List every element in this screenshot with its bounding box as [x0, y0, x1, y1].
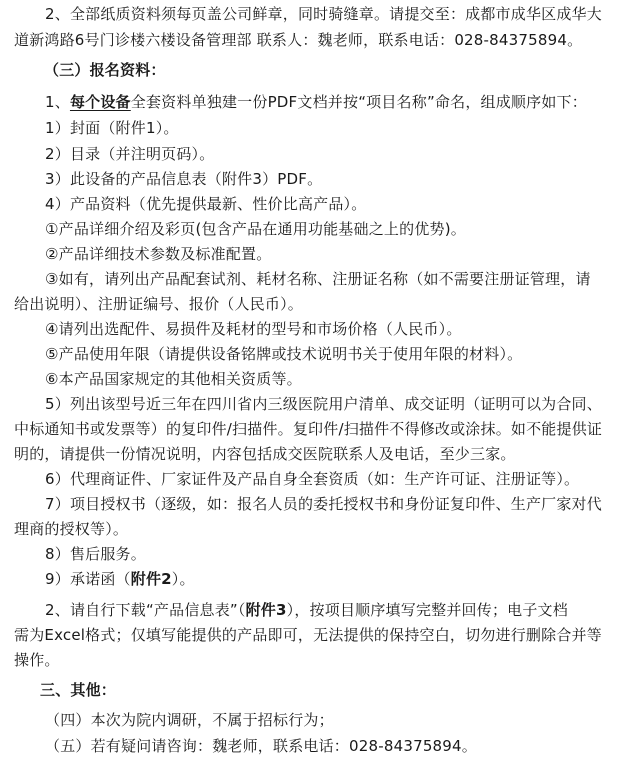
- list-subitem: ④请列出选配件、易损件及耗材的型号和市场价格（人民币）。: [45, 320, 462, 338]
- item-text: 2、请自行下载“产品信息表”（: [45, 601, 246, 619]
- list-item: 3）此设备的产品信息表（附件3）PDF。: [45, 170, 323, 188]
- submission-address-line-2: 道新鸿路6号门诊楼六楼设备管理部 联系人：魏老师，联系电话：028-84375894。: [14, 31, 583, 49]
- list-subitem-continued: 给出说明）、注册证编号、报价（人民币）。: [14, 295, 304, 313]
- list-subitem: ③如有，请列出产品配套试剂、耗材名称、注册证名称（如不需要注册证管理，请: [45, 270, 591, 288]
- other-item: （四）本次为院内调研，不属于招标行为；: [45, 711, 334, 729]
- list-item-continued: 理商的授权等）。: [14, 520, 129, 538]
- registration-item-2: [45, 600, 568, 622]
- item-number: 1、: [45, 93, 70, 111]
- list-subitem: ⑤产品使用年限（请提供设备铭牌或技术说明书关于使用年限的材料）。: [45, 345, 523, 363]
- list-item: 1）封面（附件1）。: [45, 119, 179, 137]
- registration-item-2-continued: 操作。: [14, 651, 60, 669]
- emphasis-each-device: 每个设备: [69, 93, 131, 111]
- item-text: ）。: [171, 570, 195, 588]
- item-text: 全套资料单独建一份PDF文档并按“项目名称”命名，组成顺序如下：: [130, 93, 587, 111]
- registration-item-2-continued: 需为Excel格式；仅填写能提供的产品即可，无法提供的保持空白，切勿进行删除合并等: [14, 626, 602, 644]
- item-text: 9）承诺函（: [45, 570, 131, 588]
- list-item: 8）售后服务。: [45, 545, 146, 563]
- attachment-reference: 附件2: [130, 570, 172, 588]
- list-item: 2）目录（并注明页码）。: [45, 145, 215, 163]
- list-item-continued: 中标通知书或发票等）的复印件/扫描件。复印件/扫描件不得修改或涂抹。如不能提供证: [14, 420, 603, 438]
- section-heading-registration-materials: （三）报名资料：: [44, 61, 166, 79]
- list-item: [45, 569, 195, 591]
- list-subitem: ⑥本产品国家规定的其他相关资质等。: [45, 370, 302, 388]
- list-subitem: ①产品详细介绍及彩页(包含产品在通用功能基础之上的优势)。: [45, 220, 466, 238]
- item-text: ），按项目顺序填写完整并回传；电子文档: [286, 601, 568, 619]
- list-item: 7）项目授权书（逐级，如：报名人员的委托授权书和身份证复印件、生产厂家对代: [45, 495, 602, 513]
- submission-address-line-1: 2、全部纸质资料须每页盖公司鲜章，同时骑缝章。请提交至：成都市成华区成华大: [45, 5, 602, 23]
- registration-item-1: [45, 92, 587, 114]
- list-item: 6）代理商证件、厂家证件及产品自身全套资质（如：生产许可证、注册证等）。: [45, 470, 580, 488]
- section-heading-other: 三、其他：: [40, 681, 117, 699]
- list-subitem: ②产品详细技术参数及标准配置。: [45, 245, 272, 263]
- other-item-contact: （五）若有疑问请咨询：魏老师，联系电话：028-84375894。: [45, 737, 477, 755]
- attachment-reference: 附件3: [245, 601, 287, 619]
- list-item-continued: 明的，请提供一份情况说明，内容包括成交医院联系人及电话，至少三家。: [14, 445, 516, 463]
- list-item: 5）列出该型号近三年在四川省内三级医院用户清单、成交证明（证明可以为合同、: [45, 395, 602, 413]
- list-item: 4）产品资料（优先提供最新、性价比高产品）。: [45, 195, 367, 213]
